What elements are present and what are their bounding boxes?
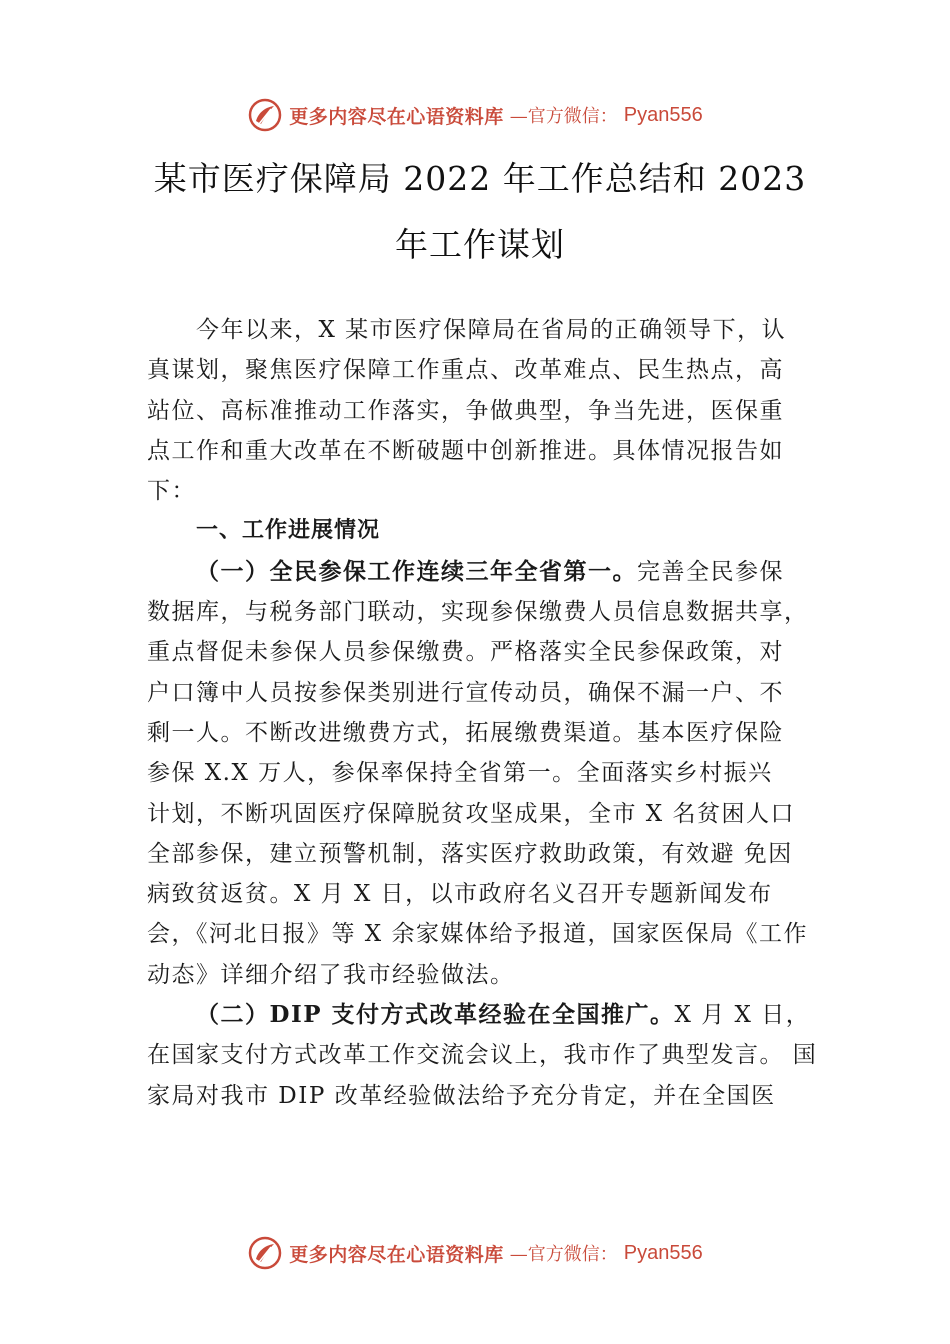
document-title <box>120 146 840 278</box>
watermark-footer <box>0 1233 950 1273</box>
item1-line: 重点督促未参保人员参保缴费。严格落实全民参保政策，对 <box>147 639 784 666</box>
watermark-main-text: 更多内容尽在心语资料库 <box>289 105 504 128</box>
watermark-wechat-id: Pyan556 <box>623 1241 703 1264</box>
item1-line: 计划，不断巩固医疗保障脱贫攻坚成果，全市 X 名贫困人口 <box>147 800 795 827</box>
document-body <box>147 310 818 1116</box>
item1-line: 会，《河北日报》等 X 余家媒体给予报道，国家医保局《工作 <box>147 921 808 948</box>
intro-line: 下： <box>147 478 196 505</box>
item1-line: 动态》详细介绍了我市经验做法。 <box>147 961 515 988</box>
item1-line: 病致贫返贫。X 月 X 日，以市政府名义召开专题新闻发布 <box>147 881 773 908</box>
watermark-sub-text: —官方微信： <box>509 1244 618 1265</box>
title-line-1: 某市医疗保障局 2022 年工作总结和 2023 <box>153 159 807 198</box>
item2-first-rest: X 月 X 日， <box>674 1002 811 1029</box>
watermark-wechat-id: Pyan556 <box>623 103 703 126</box>
title-line-2: 年工作谋划 <box>395 225 565 264</box>
section-heading: 一、工作进展情况 <box>196 518 381 544</box>
item2-line: 在国家支付方式改革工作交流会议上，我市作了典型发言。 国 <box>147 1042 818 1069</box>
item2-lead: （二）DIP 支付方式改革经验在全国推广。 <box>196 1001 675 1029</box>
item1-line: 全部参保，建立预警机制，落实医疗救助政策，有效避 免因 <box>147 840 793 867</box>
watermark-header <box>0 95 950 135</box>
item1-line: 参保 X.X 万人，参保率保持全省第一。全面落实乡村振兴 <box>147 760 773 787</box>
item2-line: 家局对我市 DIP 改革经验做法给予充分肯定，并在全国医 <box>147 1082 776 1109</box>
intro-line: 点工作和重大改革在不断破题中创新推进。具体情况报告如 <box>147 437 784 464</box>
item1-lead: （一）全民参保工作连续三年全省第一。 <box>196 557 637 585</box>
item1-first-line <box>147 552 815 592</box>
watermark-logo-icon <box>247 97 283 133</box>
watermark-logo-icon <box>247 1235 283 1271</box>
item1-line: 数据库，与税务部门联动，实现参保缴费人员信息数据共享， <box>147 599 809 626</box>
item1-line: 户口簿中人员按参保类别进行宣传动员，确保不漏一户、不 <box>147 679 784 706</box>
item1-first-rest: 完善全民参保 <box>637 558 784 585</box>
intro-line: 真谋划，聚焦医疗保障工作重点、改革难点、民生热点，高 <box>147 357 784 384</box>
watermark-main-text: 更多内容尽在心语资料库 <box>289 1243 504 1266</box>
intro-line: 站位、高标准推动工作落实，争做典型，争当先进，医保重 <box>147 397 784 424</box>
item1-line: 剩一人。不断改进缴费方式，拓展缴费渠道。基本医疗保险 <box>147 719 784 746</box>
intro-line: 今年以来，X 某市医疗保障局在省局的正确领导下，认 <box>196 317 787 343</box>
watermark-sub-text: —官方微信： <box>509 106 618 127</box>
item2-first-line <box>147 995 815 1035</box>
